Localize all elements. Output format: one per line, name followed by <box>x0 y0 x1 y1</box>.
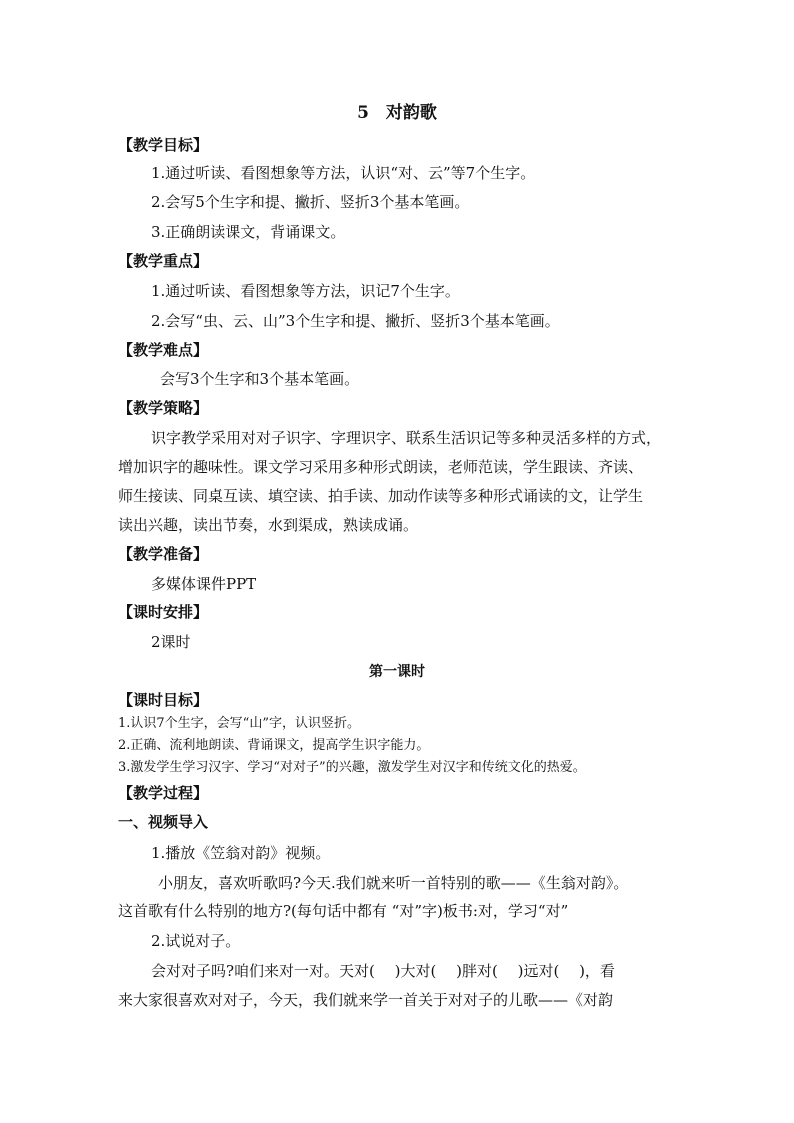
process-text-line: 会对对子吗?咱们来对一对。天对( )大对( )胖对( )远对( )，看 <box>151 962 615 980</box>
preparation-heading: 【教学准备】 <box>118 545 209 563</box>
process-text-line: 这首歌有什么特别的地方?(每句话中都有 “对”字)板书:对，学习“对” <box>118 902 569 920</box>
schedule-heading: 【课时安排】 <box>118 603 209 621</box>
lesson-goal-item: 1.认识7个生字，会写“山”字，认识竖折。 <box>118 716 360 731</box>
lesson-title: 第一课时 <box>369 664 425 680</box>
strategy-line: 增加识字的趣味性。课文学习采用多种形式朗读，老师范读，学生跟读、齐读、 <box>118 458 644 476</box>
process-step: 2.试说对子。 <box>151 932 241 950</box>
process-step: 1.播放《笠翁对韵》视频。 <box>151 844 331 862</box>
goal-item: 1.通过听读、看图想象等方法，认识“对、云”等7个生字。 <box>151 164 536 182</box>
process-text-line: 小朋友，喜欢听歌吗?今天.我们就来听一首特别的歌——《生翁对韵》。 <box>158 874 629 892</box>
section-video-intro: 一、视频导入 <box>118 813 209 831</box>
key-point-item: 1.通过听读、看图想象等方法，识记7个生字。 <box>151 282 460 300</box>
preparation-text: 多媒体课件PPT <box>151 575 257 593</box>
key-point-item: 2.会写“虫、云、山”3个生字和提、撇折、竖折3个基本笔画。 <box>151 312 560 330</box>
lesson-goal-item: 3.激发学生学习汉字、学习“对对子”的兴趣，激发学生对汉字和传统文化的热爱。 <box>118 760 586 775</box>
page-title: 5 对韵歌 <box>357 103 437 123</box>
strategy-line: 师生接读、同桌互读、填空读、拍手读、加动作读等多种形式诵读的文，让学生 <box>118 487 644 505</box>
goal-item: 2.会写5个生字和提、撇折、竖折3个基本笔画。 <box>151 193 470 211</box>
key-points-heading: 【教学重点】 <box>118 252 209 270</box>
process-text-line: 来大家很喜欢对对子，今天，我们就来学一首关于对对子的儿歌——《对韵 <box>118 991 614 1009</box>
lesson-goal-item: 2.正确、流利地朗读、背诵课文，提高学生识字能力。 <box>118 738 430 753</box>
lesson-goals-heading: 【课时目标】 <box>118 691 209 709</box>
difficulties-heading: 【教学难点】 <box>118 341 209 359</box>
goal-item: 3.正确朗读课文，背诵课文。 <box>151 223 346 241</box>
strategy-line: 识字教学采用对对子识字、字理识字、联系生活识记等多种灵活多样的方式， <box>151 429 662 447</box>
strategy-heading: 【教学策略】 <box>118 399 209 417</box>
schedule-text: 2课时 <box>151 633 191 651</box>
process-heading: 【教学过程】 <box>118 784 209 802</box>
difficulties-text: 会写3个生字和3个基本笔画。 <box>160 370 360 388</box>
strategy-line: 读出兴趣，读出节奏，水到渠成，熟读成诵。 <box>118 516 419 534</box>
goals-heading: 【教学目标】 <box>118 136 209 154</box>
